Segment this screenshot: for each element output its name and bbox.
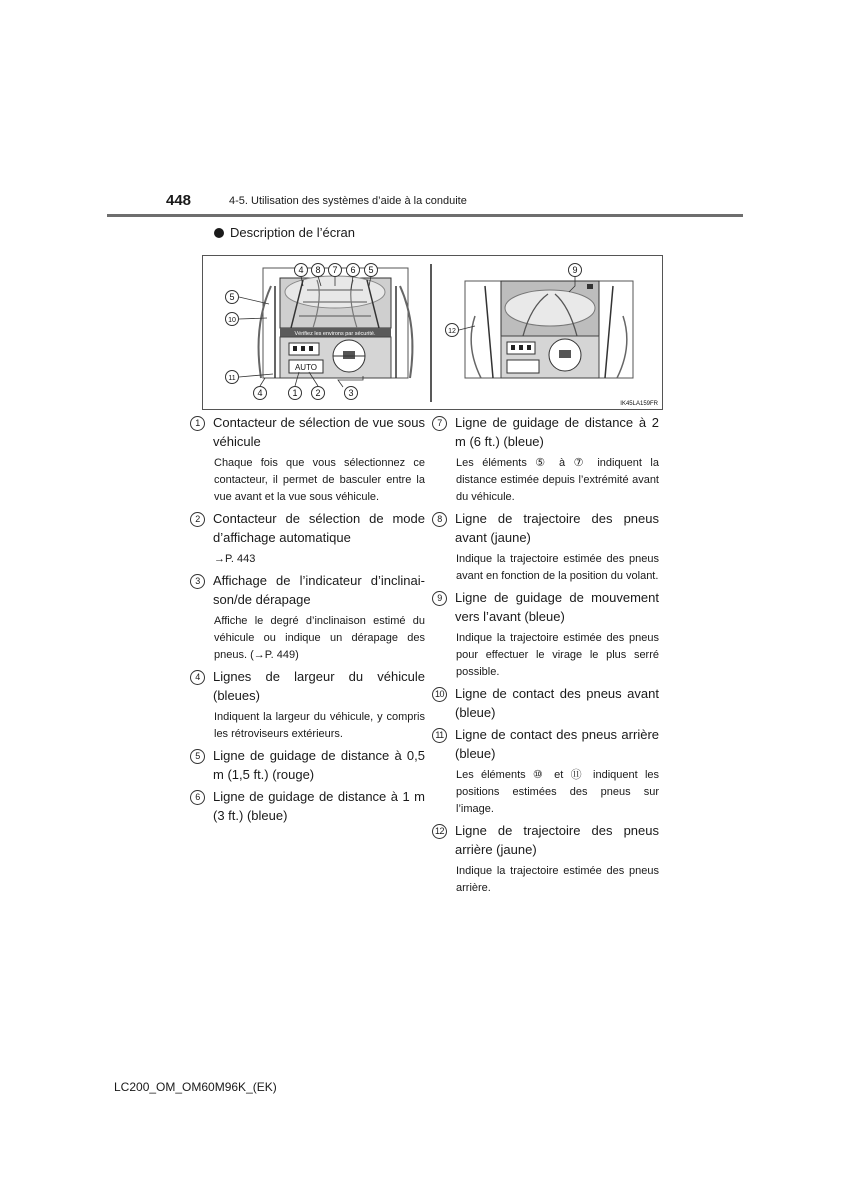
number-badge: 9: [432, 591, 447, 606]
callout-8: [312, 264, 325, 277]
callout-6: [347, 264, 360, 277]
legend-column-left: [190, 414, 425, 829]
screen-illustration: [202, 255, 663, 410]
svg-text:3: 3: [348, 388, 354, 398]
item-description: Chaque fois que vous sélectionnez ce contacteur, il permet de basculer entre la vue avant et la vue sous véhicule.: [214, 457, 425, 503]
svg-text:9: 9: [572, 265, 578, 275]
number-badge: 1: [190, 416, 205, 431]
item-title: Ligne de trajectoire des pneus avant (jaune): [455, 511, 659, 545]
figure-code: IK45LA159FR: [620, 401, 658, 407]
callout-11: [226, 371, 239, 384]
item-description: Les éléments ⑤ à ⑦ indiquent la distance estimée depuis l’extrémité avant du véhicule.: [456, 457, 659, 503]
svg-text:4: 4: [257, 388, 263, 398]
number-badge: 5: [190, 749, 205, 764]
legend-item-11: [432, 726, 659, 818]
item-title: Lignes de largeur du véhicule (bleues): [213, 669, 425, 703]
svg-text:12: 12: [448, 328, 456, 335]
svg-text:7: 7: [332, 265, 338, 275]
subheading-text: Description de l’écran: [230, 225, 356, 240]
item-title: Ligne de guidage de mouvement vers l’avant (bleue): [455, 590, 659, 624]
footer-model-code: LC200_OM_OM60M96K_(EK): [114, 1080, 277, 1094]
number-badge: 3: [190, 574, 205, 589]
callout-7: [329, 264, 342, 277]
callout-5-top: [365, 264, 378, 277]
header-rule: [107, 214, 743, 217]
callout-4-top: [295, 264, 308, 277]
item-description: Indique la trajectoire estimée des pneus avant en fonction de la position du volant.: [456, 553, 659, 582]
number-badge: 6: [190, 790, 205, 805]
callout-2: [312, 387, 325, 400]
legend-column-right: [432, 414, 659, 901]
svg-text:8: 8: [315, 265, 321, 275]
item-description: Les éléments ⑩ et ⑪ indiquent les positions estimées des pneus sur l’image.: [456, 769, 659, 815]
svg-text:5: 5: [229, 292, 235, 302]
item-title: Ligne de contact des pneus arrière (bleue): [455, 727, 659, 761]
bullet-icon: [214, 228, 224, 238]
legend-item-5: [190, 747, 425, 784]
callout-10: [226, 313, 239, 326]
number-badge: 2: [190, 512, 205, 527]
callout-9: [569, 264, 582, 277]
number-badge: 11: [432, 728, 447, 743]
callout-5-side: [226, 291, 239, 304]
screen-illustration-svg: [203, 256, 662, 409]
callout-1: [289, 387, 302, 400]
svg-text:11: 11: [228, 375, 236, 382]
svg-text:1: 1: [292, 388, 298, 398]
item-title: Ligne de contact des pneus avant (bleue): [455, 686, 659, 720]
item-description: Affiche le degré d’inclinaison estimé du véhicule ou indique un dérapage des pneus. (→P. 449): [214, 615, 425, 661]
item-title: Ligne de guidage de distance à 0,5 m (1,5 ft.) (rouge): [213, 748, 425, 782]
section-title: 4-5. Utilisation des systèmes d’aide à la conduite: [229, 195, 467, 207]
item-description: Indique la trajectoire estimée des pneus pour effectuer le virage le plus serré possible.: [456, 632, 659, 678]
item-title: Ligne de trajectoire des pneus arrière (jaune): [455, 823, 659, 857]
svg-text:10: 10: [228, 317, 236, 324]
number-badge: 7: [432, 416, 447, 431]
item-title: Ligne de guidage de distance à 1 m (3 ft.) (bleue): [213, 789, 425, 823]
svg-text:6: 6: [350, 265, 356, 275]
svg-text:5: 5: [368, 265, 374, 275]
item-title: Contacteur de sélection de vue sous véhicule: [213, 415, 425, 449]
legend-item-12: [432, 822, 659, 897]
item-title: Ligne de guidage de distance à 2 m (6 ft.) (bleue): [455, 415, 659, 449]
number-badge: 10: [432, 687, 447, 702]
screen-message: Vérifiez les environs par sécurité.: [294, 331, 376, 337]
under-vehicle-view-panel: [465, 281, 633, 378]
page-reference-link[interactable]: →P. 443: [214, 553, 256, 565]
legend-item-10: [432, 685, 659, 722]
legend-item-4: [190, 668, 425, 743]
page-number: 448: [166, 192, 192, 209]
legend-item-7: [432, 414, 659, 506]
legend-item-6: [190, 788, 425, 825]
legend-item-2: [190, 510, 425, 568]
svg-text:4: 4: [298, 265, 304, 275]
number-badge: 8: [432, 512, 447, 527]
item-description: Indiquent la largeur du véhicule, y compris les rétroviseurs extérieurs.: [214, 711, 425, 740]
legend-item-3: [190, 572, 425, 664]
callout-3: [345, 387, 358, 400]
number-badge: 4: [190, 670, 205, 685]
front-view-panel: [259, 268, 413, 378]
item-title: Affichage de l’indicateur d’inclinai-son/de dérapage: [213, 573, 425, 607]
auto-label: AUTO: [294, 363, 318, 372]
legend-item-9: [432, 589, 659, 681]
legend-item-1: [190, 414, 425, 506]
number-badge: 12: [432, 824, 447, 839]
subheading: [214, 225, 355, 240]
callout-12: [446, 324, 459, 337]
legend-item-8: [432, 510, 659, 585]
item-title: Contacteur de sélection de mode d’affichage automatique: [213, 511, 425, 545]
item-description: Indique la trajectoire estimée des pneus arrière.: [456, 865, 659, 894]
svg-text:2: 2: [315, 388, 321, 398]
callout-4-bottom: [254, 387, 267, 400]
